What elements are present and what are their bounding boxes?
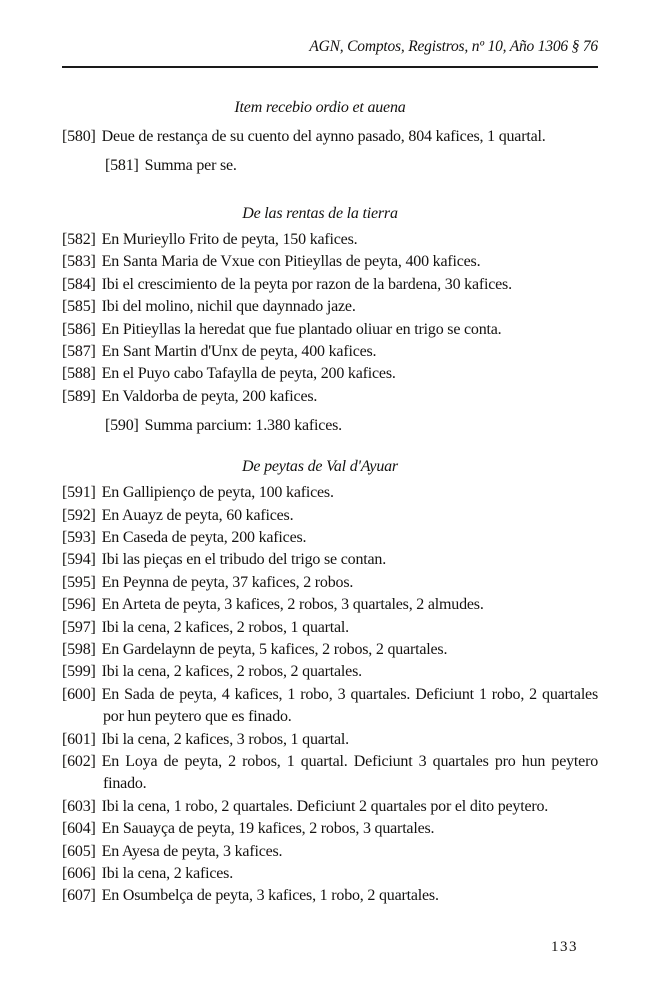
entry-number: [591] (62, 484, 96, 502)
entry-number: [590] (105, 417, 139, 435)
entry-text: En Sada de peyta, 4 kafices, 1 robo, 3 quartales. Deficiunt 1 robo, 2 quartales por hun peytero que es finado. (101, 685, 598, 726)
entry (62, 661, 598, 683)
entry-number: [583] (62, 253, 96, 271)
entry-number: [605] (62, 842, 96, 860)
entry-text: En el Puyo cabo Tafaylla de peyta, 200 kafices. (101, 365, 396, 383)
entry (62, 274, 598, 296)
entry-text: Ibi la cena, 2 kafices, 3 robos, 1 quartal. (101, 730, 349, 748)
entry-text: En Osumbelça de peyta, 3 kafices, 1 robo, 2 quartales. (101, 887, 439, 905)
entry-number: [587] (62, 343, 96, 361)
entry-text: En Ayesa de peyta, 3 kafices. (101, 842, 283, 860)
entry-number: [599] (62, 663, 96, 681)
entry-text: En Arteta de peyta, 3 kafices, 2 robos, 3 quartales, 2 almudes. (101, 596, 484, 614)
entry-number: [607] (62, 887, 96, 905)
entry (62, 617, 598, 639)
entry-text: En Gallipienço de peyta, 100 kafices. (101, 484, 334, 502)
entry-number: [593] (62, 528, 96, 546)
entry-text: Ibi la cena, 2 kafices, 2 robos, 2 quartales. (101, 663, 362, 681)
entry-number: [602] (62, 752, 96, 770)
entry-text: En Peynna de peyta, 37 kafices, 2 robos. (101, 573, 354, 591)
entry-number: [584] (62, 275, 96, 293)
entry-text: Deue de restança de su cuento del aynno pasado, 804 kafices, 1 quartal. (101, 127, 546, 145)
entry (62, 796, 598, 818)
entry-text: Summa per se. (144, 157, 237, 175)
entry (105, 415, 598, 437)
entry (62, 863, 598, 885)
entry-text: Ibi el crescimiento de la peyta por razon de la bardena, 30 kafices. (101, 275, 512, 293)
entry-text: En Gardelaynn de peyta, 5 kafices, 2 robos, 2 quartales. (101, 640, 448, 658)
entry (62, 818, 598, 840)
entry (62, 482, 598, 504)
entry-number: [580] (62, 127, 96, 145)
entry-number: [598] (62, 640, 96, 658)
entry-text: Ibi las pieças en el tribudo del trigo se contan. (101, 551, 387, 569)
entry (62, 229, 598, 251)
entry (62, 729, 598, 751)
entry (62, 594, 598, 616)
entry-number: [595] (62, 573, 96, 591)
entry-number: [594] (62, 551, 96, 569)
text-block (62, 97, 598, 907)
entry-text: En Sant Martin d'Unx de peyta, 400 kafices. (101, 343, 377, 361)
entry-number: [586] (62, 320, 96, 338)
entry (62, 505, 598, 527)
entry-number: [596] (62, 596, 96, 614)
running-header: AGN, Comptos, Registros, nº 10, Año 1306 § 76 (62, 36, 598, 68)
entry (62, 885, 598, 907)
entry-text: En Sauayça de peyta, 19 kafices, 2 robos, 3 quartales. (101, 820, 435, 838)
entry (62, 341, 598, 363)
entry (62, 684, 598, 729)
entry-number: [597] (62, 618, 96, 636)
entry-number: [604] (62, 820, 96, 838)
entry (62, 751, 598, 796)
entry-text: Ibi la cena, 1 robo, 2 quartales. Deficiunt 2 quartales por el dito peytero. (101, 797, 549, 815)
entry (62, 126, 598, 148)
entry-text: En Valdorba de peyta, 200 kafices. (101, 387, 318, 405)
entry (62, 527, 598, 549)
entry (62, 639, 598, 661)
entry-text: En Caseda de peyta, 200 kafices. (101, 528, 307, 546)
entry-text: En Auayz de peyta, 60 kafices. (101, 506, 294, 524)
entry-text: En Loya de peyta, 2 robos, 1 quartal. Deficiunt 3 quartales pro hun peytero finado. (101, 752, 598, 793)
entry-number: [582] (62, 231, 96, 249)
entry-text: Ibi del molino, nichil que daynnado jaze. (101, 298, 356, 316)
entry-number: [600] (62, 685, 96, 703)
section-heading: Item recebio ordio et auena (234, 99, 406, 117)
entry-number: [592] (62, 506, 96, 524)
entry (62, 549, 598, 571)
entry-number: [585] (62, 298, 96, 316)
entry (62, 572, 598, 594)
entry (62, 319, 598, 341)
entry (62, 296, 598, 318)
entry-number: [606] (62, 865, 96, 882)
entry (105, 155, 598, 177)
entry-number: [601] (62, 730, 96, 748)
section-heading: De peytas de Val d'Ayuar (242, 457, 398, 475)
entry-text: Ibi la cena, 2 kafices. (101, 865, 234, 882)
entry (62, 386, 598, 408)
entry-number: [588] (62, 365, 96, 383)
section-heading: De las rentas de la tierra (242, 204, 398, 222)
entry (62, 251, 598, 273)
page-number: 133 (551, 939, 578, 955)
entry-text: Summa parcium: 1.380 kafices. (144, 417, 342, 435)
entry (62, 363, 598, 385)
entry-text: En Pitieyllas la heredat que fue plantado oliuar en trigo se conta. (101, 320, 502, 338)
entry-text: En Santa Maria de Vxue con Pitieyllas de peyta, 400 kafices. (101, 253, 481, 271)
entry-text: En Murieyllo Frito de peyta, 150 kafices. (101, 231, 358, 249)
entry-number: [581] (105, 157, 139, 175)
entry (62, 841, 598, 863)
entry-number: [603] (62, 797, 96, 815)
entry-text: Ibi la cena, 2 kafices, 2 robos, 1 quartal. (101, 618, 349, 636)
entry-number: [589] (62, 387, 96, 405)
